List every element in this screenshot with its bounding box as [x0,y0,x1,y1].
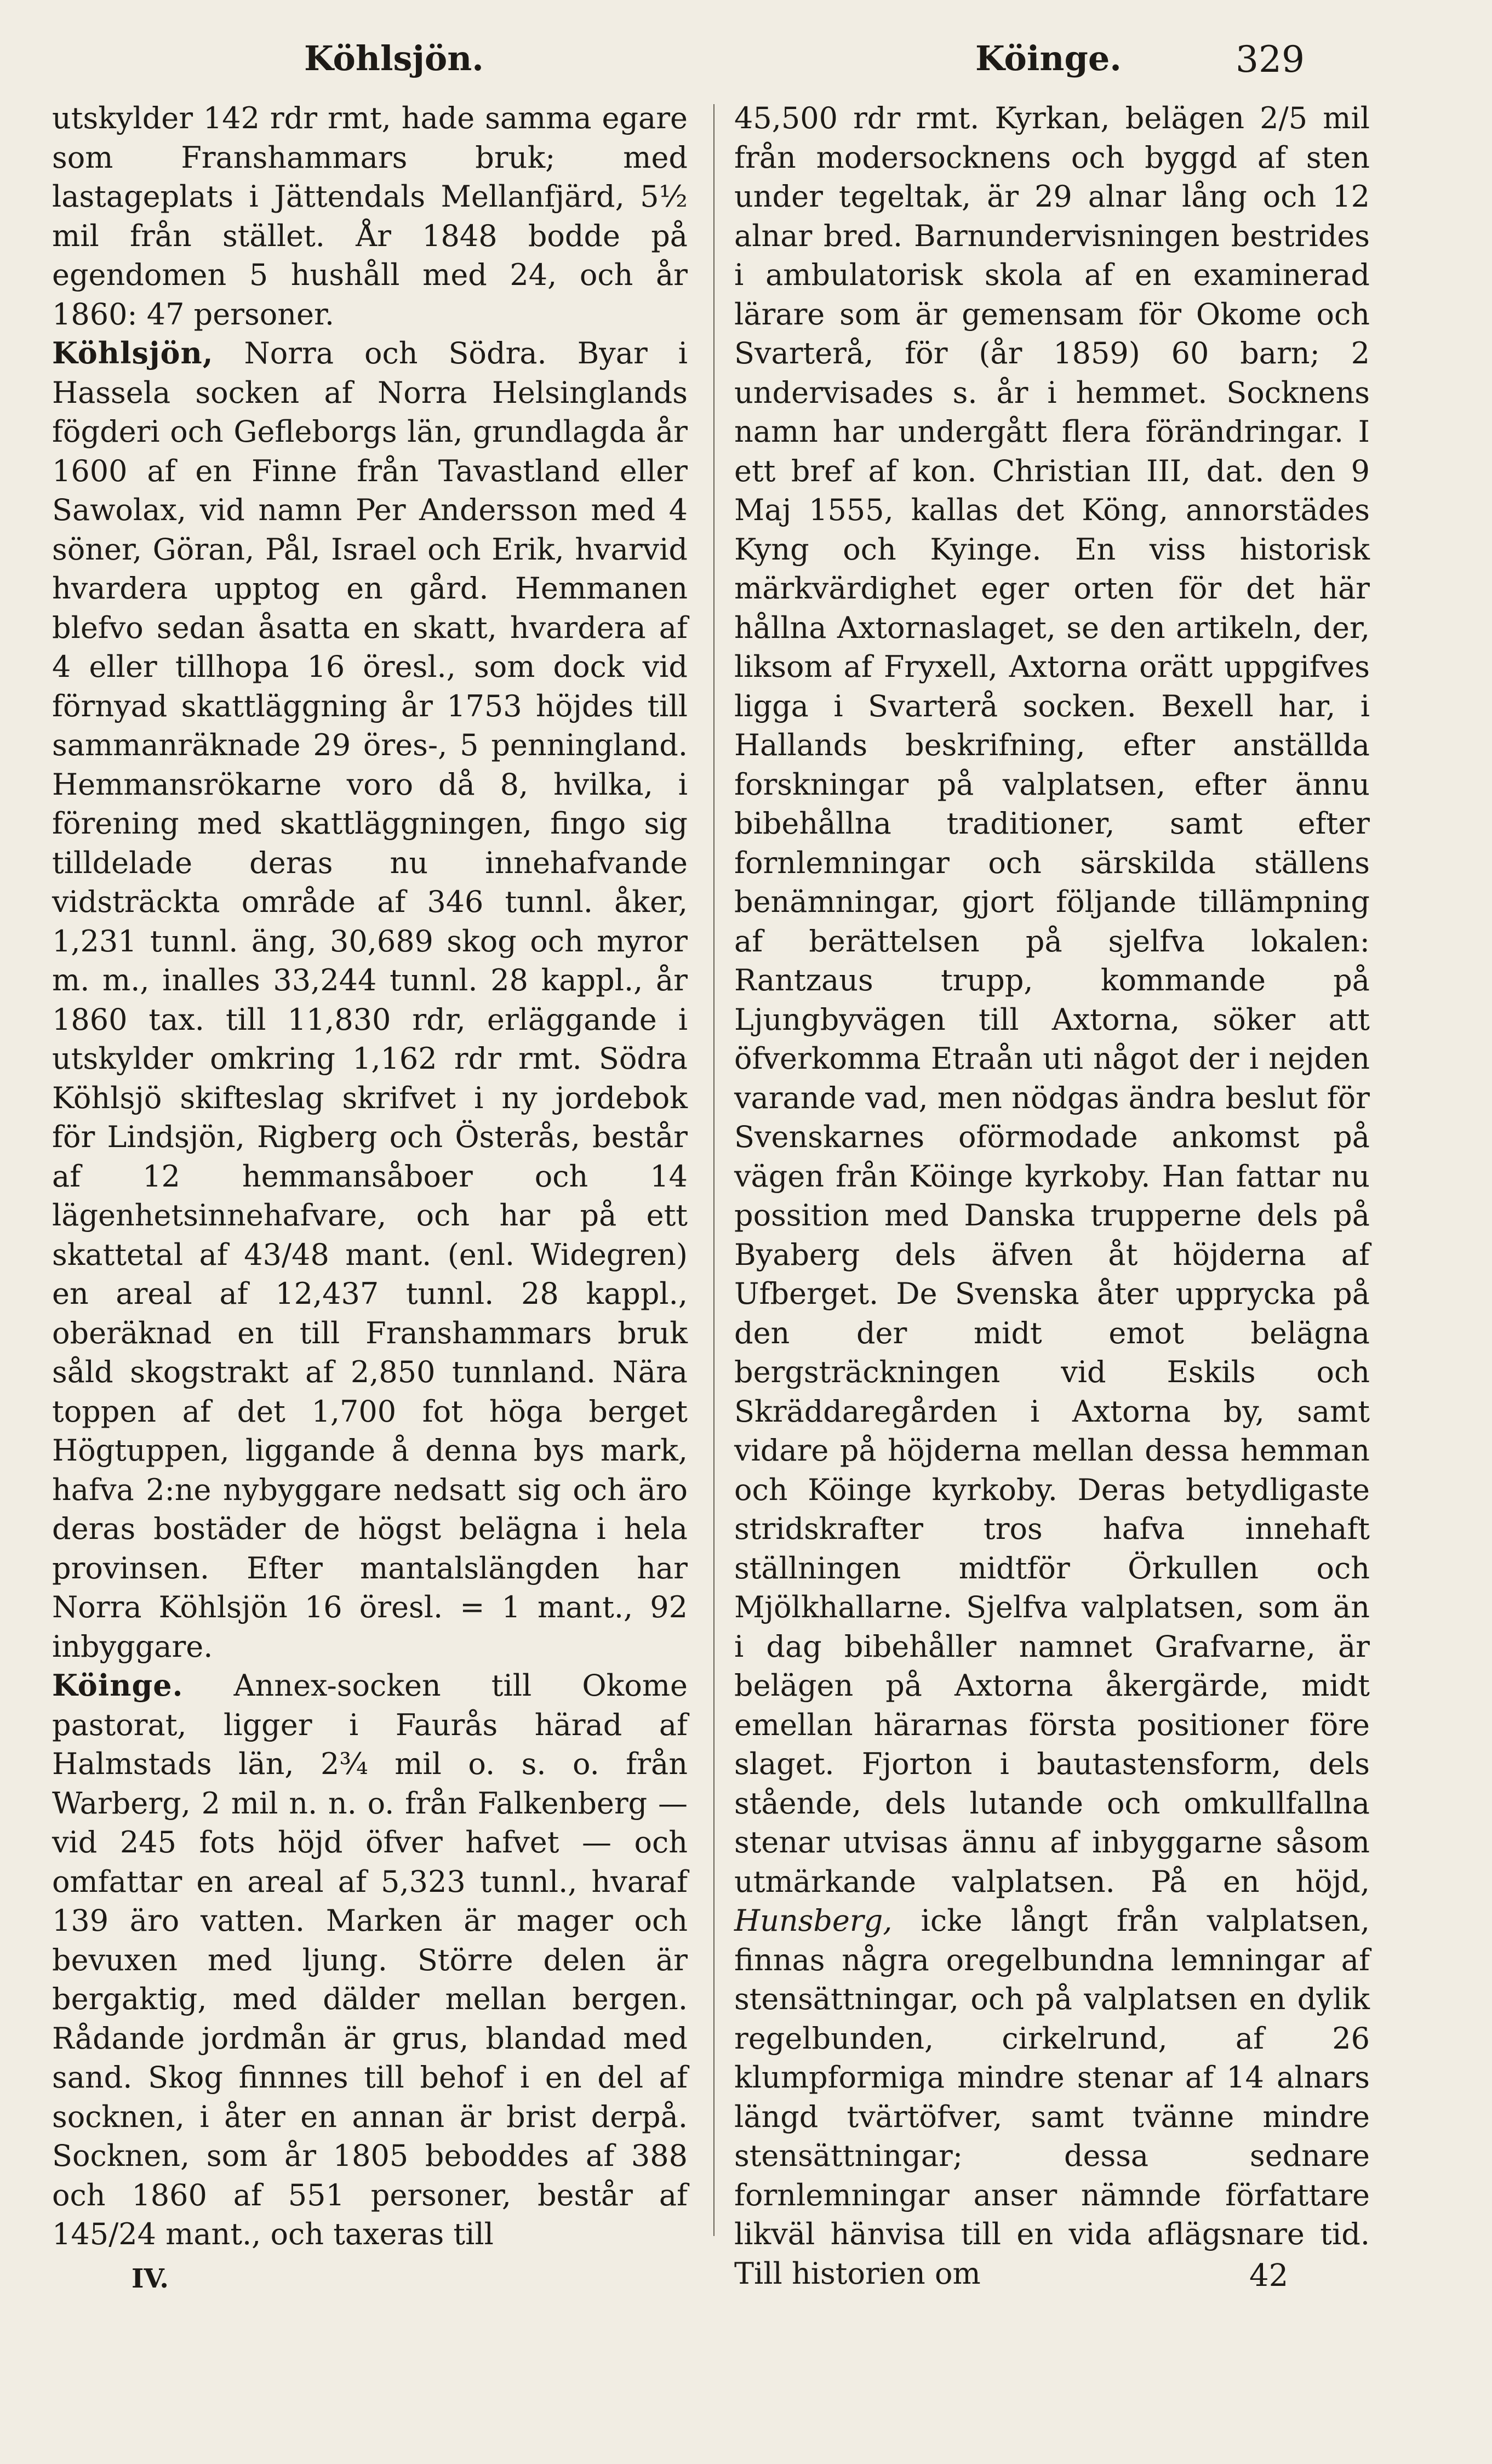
right-column [734,99,1370,2293]
entry-koinge [52,1666,688,2254]
column-divider [713,104,714,2236]
headword-kohlsjon: Köhlsjön, [52,335,214,370]
entry-kohlsjon [52,334,688,1666]
left-column [52,99,688,2254]
running-head-left: Köhlsjön. [304,38,484,78]
entry-koinge-continued [734,99,1370,2293]
running-head-right: Köinge. [975,38,1122,78]
place-name-hunsberg: Hunsberg, [734,1903,893,1938]
koinge-continued-text-b: icke långt från valplatsen, finnas några oregelbundna lemningar af stensättningar, och på valplatsen en dylik regelbunden, cirkelrund, af 26 klumpformiga mindre stenar af 14 alnars längd tvärtöfver, samt tvänne mindre stensättningar; dessa sednare fornlemningar anser nämnde författare likväl hänvisa till en vida aflägsnare tid. Till historien om [734,1903,1370,2291]
koinge-continued-text-a: 45,500 rdr rmt. Kyrkan, belägen 2/5 mil från modersocknens och byggd af sten under tegeltak, är 29 alnar lång och 12 alnar bred. Barnundervisningen bestrides i ambulatorisk skola af en examinerad lärare som är gemensam för Okome och Svarterå, för (år 1859) 60 barn; 2 undervisades s. år i hemmet. Socknens namn har undergått flera förändringar. I ett bref af kon. Christian III, dat. den 9 Maj 1555, kallas det Köng, annorstädes Kyng och Kyinge. En viss historisk märkvärdighet eger orten för det här hållna Axtornaslaget, se den artikeln, der, liksom af Fryxell, Axtorna orätt uppgifves ligga i Svarterå socken. Bexell har, i Hallands beskrifning, efter anställda forskningar på valplatsen, efter ännu bibehållna traditioner, samt efter fornlemningar och särskilda ställens benämningar, gjort följande tillämpning af berättelsen på sjelfva lokalen: Rantzaus trupp, kommande på Ljungbyvägen till Axtorna, söker att öfverkomma Etraån uti något der i nejden varande vad, men nödgas ändra beslut för Svenskarnes oförmodade ankomst på vägen från Köinge kyrkoby. Han fattar nu possition med Danska trupperne dels på Byaberg dels äfven åt höjderna af Ufberget. De Svenska åter upprycka på den der midt emot belägna bergsträckningen vid Eskils och Skräddaregården i Axtorna by, samt vidare på höjderna mellan dessa hemman och Köinge kyrkoby. Deras betydligaste stridskrafter tros hafva innehaft ställningen midtför Örkullen och Mjölkhallarne. Sjelfva valplatsen, som än i dag bibehåller namnet Grafvarne, är belägen på Axtorna åkergärde, midt emellan härarnas första positioner före slaget. Fjorton i bautastensform, dels stående, dels lutande och omkullfallna stenar utvisas ännu af inbyggarne såsom utmärkande valplatsen. På en höjd, [734,101,1370,1899]
catchword: 42 [1249,2258,1289,2294]
headword-koinge: Köinge. [52,1668,184,1703]
entry-koinge-body: Annex-socken till Okome pastorat, ligger i Faurås härad af Halmstads län, 2¾ mil o. s. o. från Warberg, 2 mil n. n. o. från Falkenberg — vid 245 fots höjd öfver hafvet — och omfattar en areal af 5,323 tunnl., hvaraf 139 äro vatten. Marken är mager och bevuxen med ljung. Större delen är bergaktig, med dälder mellan bergen. Rådande jordmån är grus, blandad med sand. Skog finnnes till behof i en del af socknen, i åter en annan är brist derpå. Socknen, som år 1805 beboddes af 388 och 1860 af 551 personer, består af 145/24 mant., och taxeras till [52,1668,688,2251]
signature-mark: IV. [132,2263,169,2294]
page-number: 329 [1236,38,1305,81]
paragraph-franshammar-tail: utskylder 142 rdr rmt, hade samma egare som Franshammars bruk; med lastageplats i Jättendals Mellanfjärd, 5½ mil från stället. År 1848 bodde på egendomen 5 hushåll med 24, och år 1860: 47 personer. [52,101,688,332]
entry-kohlsjon-body: Norra och Södra. Byar i Hassela socken af Norra Helsinglands fögderi och Gefleborgs län, grundlagda år 1600 af en Finne från Tavastland eller Sawolax, vid namn Per Andersson med 4 söner, Göran, Pål, Israel och Erik, hvarvid hvardera upptog en gård. Hemmanen blefvo sedan åsatta en skatt, hvardera af 4 eller tillhopa 16 öresl., som dock vid förnyad skattläggning år 1753 höjdes till sammanräknade 29 öres-, 5 penningland. Hemmansrökarne voro då 8, hvilka, i förening med skattläggningen, fingo sig tilldelade deras nu innehafvande vidsträckta område af 346 tunnl. åker, 1,231 tunnl. äng, 30,689 skog och myror m. m., inalles 33,244 tunnl. 28 kappl., år 1860 tax. till 11,830 rdr, erläggande i utskylder omkring 1,162 rdr rmt. Södra Köhlsjö skifteslag skrifvet i ny jordebok för Lindsjön, Rigberg och Österås, består af 12 hemmansåboer och 14 lägenhetsinnehafvare, och har på ett skattetal af 43/48 mant. (enl. Widegren) en areal af 12,437 tunnl. 28 kappl., oberäknad en till Franshammars bruk såld skogstrakt af 2,850 tunnland. Nära toppen af det 1,700 fot höga berget Högtuppen, liggande å denna bys mark, hafva 2:ne nybyggare nedsatt sig och äro deras bostäder de högst belägna i hela provinsen. Efter mantalslängden har Norra Köhlsjön 16 öresl. = 1 mant., 92 inbyggare. [52,336,688,1664]
